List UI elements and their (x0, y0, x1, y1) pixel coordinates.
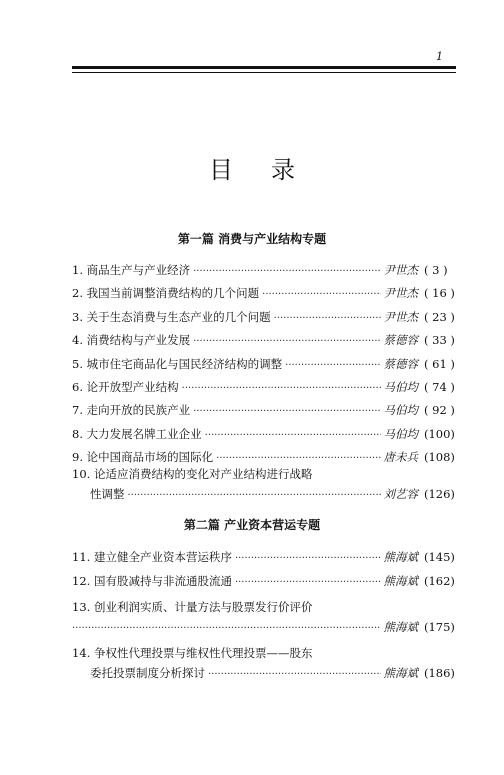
toc-entry-10[interactable] (72, 486, 464, 504)
leader-dots (182, 383, 381, 394)
toc-entry-author: 尹世杰 (383, 309, 418, 324)
leader-dots (262, 289, 380, 300)
toc-entry-page: (126) (424, 487, 455, 501)
toc-entry-page: ( 33 ) (424, 333, 455, 348)
toc-entry-author: 马伯均 (383, 403, 418, 418)
page-number: 1 (436, 50, 443, 63)
toc-entry-title: 1. 商品生产与产业经济 (72, 263, 191, 277)
toc-entry-page: (162) (424, 574, 455, 588)
toc-entry[interactable] (72, 309, 464, 327)
leader-dots (193, 266, 380, 277)
leader-dots (235, 553, 381, 564)
toc-entry-author: 熊海斌 (383, 574, 418, 588)
toc-entry-author: 尹世杰 (383, 286, 418, 301)
toc-entry-13[interactable] (72, 619, 464, 637)
toc-entry-page: (175) (424, 620, 455, 634)
toc-entry-title: 11. 建立健全产业资本营运秩序 (72, 550, 232, 564)
toc-entry[interactable] (72, 379, 464, 397)
toc-entry-page: (100) (424, 426, 455, 441)
toc-entry-page: ( 92 ) (424, 403, 455, 418)
leader-dots (235, 577, 381, 588)
toc-entry-page: ( 3 ) (424, 263, 448, 277)
leader-dots (193, 406, 380, 417)
toc-entry[interactable] (72, 262, 464, 280)
toc-entry-13-line1: 13. 创业利润实质、计量方法与股票发行价评价 (72, 600, 313, 614)
toc-entry[interactable] (72, 426, 464, 444)
toc-entry-author: 蔡德容 (383, 333, 418, 348)
toc-entry[interactable] (72, 332, 464, 350)
toc-entry[interactable] (72, 402, 464, 420)
part1-heading: 第一篇 消费与产业结构专题 (177, 232, 327, 246)
toc-entry-title: 3. 关于生态消费与生态产业的几个问题 (72, 309, 271, 324)
toc-entry-page: ( 61 ) (424, 356, 455, 371)
leader-dots (205, 430, 381, 441)
toc-entry[interactable] (72, 356, 464, 374)
toc-entry-author: 蔡德容 (383, 356, 418, 371)
toc-entry-14[interactable] (72, 665, 464, 683)
toc-entry-author: 尹世杰 (383, 263, 418, 277)
header-rule-thick (72, 66, 456, 69)
toc-entry-title: 12. 国有股减持与非流通股流通 (72, 574, 232, 588)
header-rule-thin (72, 72, 456, 73)
toc-entry-page: (186) (424, 666, 455, 680)
toc-entry-author: 熊海斌 (383, 620, 418, 634)
toc-entry-author: 马伯均 (383, 380, 418, 394)
leader-dots (208, 669, 381, 680)
toc-entry-author: 唐未兵 (383, 450, 418, 465)
toc-entry[interactable] (72, 573, 464, 591)
toc-entry-page: (145) (424, 550, 455, 564)
toc-entry-page: (108) (424, 450, 455, 465)
toc-entry-title: 性调整 (90, 487, 125, 501)
toc-entry-title: 4. 消费结构与产业发展 (72, 333, 191, 348)
toc-entry[interactable] (72, 285, 464, 303)
toc-entry-title: 2. 我国当前调整消费结构的几个问题 (72, 286, 260, 301)
leader-dots (193, 336, 380, 347)
toc-entry-10-line1: 10. 论适应消费结构的变化对产业结构进行战略 (72, 467, 313, 481)
leader-dots (216, 453, 380, 464)
toc-entry-page: ( 16 ) (424, 286, 455, 301)
toc-entry-author: 熊海斌 (383, 666, 418, 680)
toc-entry-14-line1: 14. 争权性代理投票与维权性代理投票——股东 (72, 646, 313, 660)
toc-entry-title: 7. 走向开放的民族产业 (72, 403, 191, 418)
toc-entry-title: 委托投票制度分析探讨 (90, 666, 205, 680)
page-title: 目录 (209, 156, 333, 184)
toc-entry[interactable] (72, 449, 464, 467)
toc-entry-page: ( 23 ) (424, 309, 455, 324)
leader-dots (128, 490, 381, 501)
leader-dots (72, 623, 381, 634)
toc-entry-author: 熊海斌 (383, 550, 418, 564)
toc-entry-author: 马伯均 (383, 426, 418, 441)
toc-entry-title: 6. 论开放型产业结构 (72, 380, 179, 394)
toc-entry-title: 5. 城市住宅商品化与国民经济结构的调整 (72, 356, 283, 371)
toc-entry-author: 刘艺容 (383, 487, 418, 501)
toc-entry-page: ( 74 ) (424, 380, 455, 394)
toc-entry[interactable] (72, 549, 464, 567)
toc-entry-title: 8. 大力发展名牌工业企业 (72, 426, 202, 441)
leader-dots (274, 313, 381, 324)
leader-dots (285, 360, 380, 371)
part2-heading: 第二篇 产业资本营运专题 (183, 518, 321, 532)
toc-entry-title: 9. 论中国商品市场的国际化 (72, 450, 214, 465)
